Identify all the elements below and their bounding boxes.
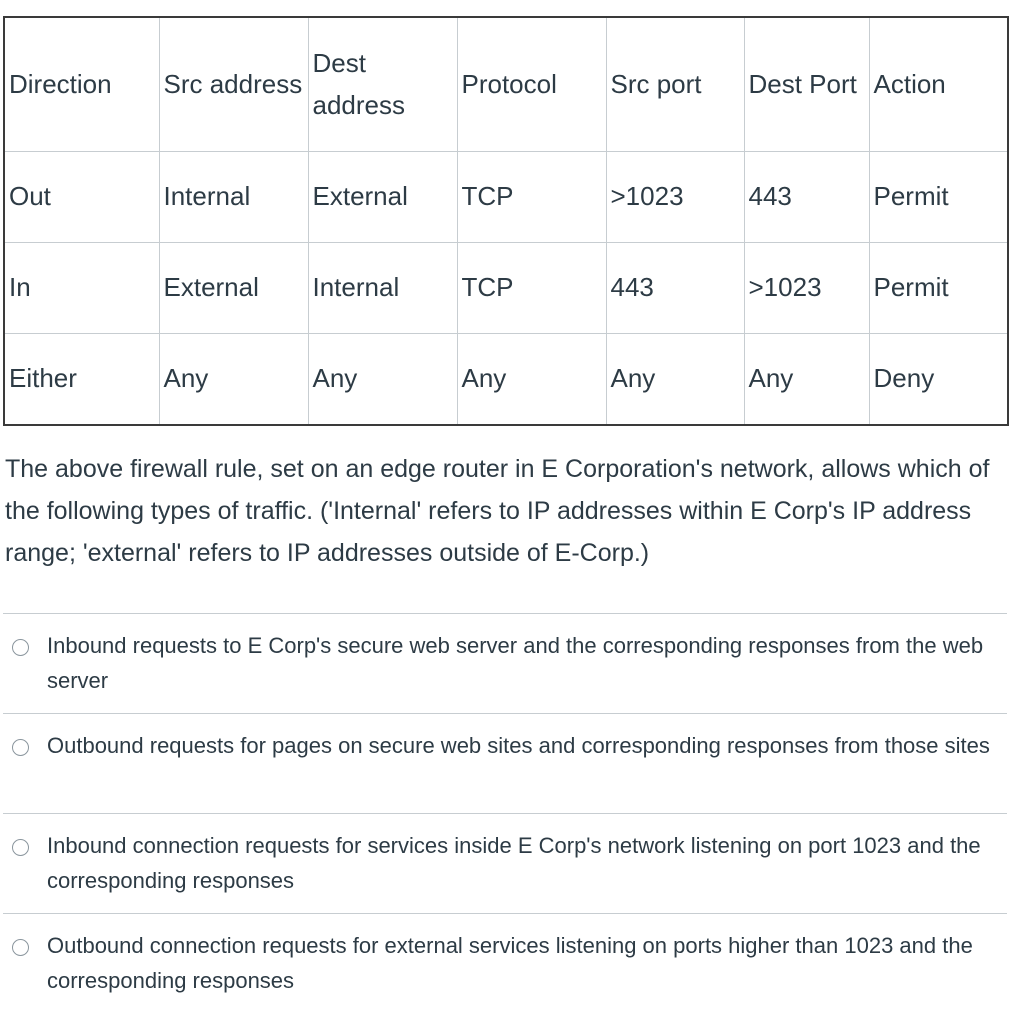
header-protocol: Protocol (457, 17, 606, 152)
table-cell: Any (159, 334, 308, 426)
table-cell: Either (4, 334, 159, 426)
table-cell: Out (4, 152, 159, 243)
answer-label: Outbound requests for pages on secure web sites and corresponding responses from those sites (47, 733, 990, 758)
table-cell: Any (308, 334, 457, 426)
answer-option-4[interactable] (3, 913, 1007, 1013)
table-cell: Any (457, 334, 606, 426)
table-header-row (4, 17, 1008, 152)
radio-button[interactable] (12, 739, 29, 756)
answer-label: Inbound connection requests for services inside E Corp's network listening on port 1023 and the corresponding responses (47, 833, 981, 893)
table-cell: 443 (744, 152, 869, 243)
table-cell: TCP (457, 243, 606, 334)
answer-list (3, 613, 1007, 1013)
radio-button[interactable] (12, 839, 29, 856)
table-cell: Permit (869, 152, 1008, 243)
table-cell: Internal (159, 152, 308, 243)
firewall-rule-table (3, 16, 1009, 426)
radio-button[interactable] (12, 939, 29, 956)
table-cell: >1023 (606, 152, 744, 243)
table-cell: 443 (606, 243, 744, 334)
question-text: The above firewall rule, set on an edge router in E Corporation's network, allows which of the following types of traffic. ('Internal' refers to IP addresses within E Corp's IP address range; 'external' refers to IP addresses outside of E-Corp.) (5, 455, 990, 567)
table-row (4, 152, 1008, 243)
answer-label: Outbound connection requests for external services listening on ports higher than 1023 and the corresponding responses (47, 933, 973, 993)
header-src-port: Src port (606, 17, 744, 152)
table-cell: Internal (308, 243, 457, 334)
table-row (4, 243, 1008, 334)
radio-button[interactable] (12, 639, 29, 656)
table-cell: TCP (457, 152, 606, 243)
answer-option-2[interactable] (3, 713, 1007, 813)
header-src-address: Src address (159, 17, 308, 152)
answer-option-1[interactable] (3, 613, 1007, 713)
header-action: Action (869, 17, 1008, 152)
header-dest-port: Dest Port (744, 17, 869, 152)
answer-label: Inbound requests to E Corp's secure web server and the corresponding responses from the web server (47, 633, 984, 693)
table-cell: External (159, 243, 308, 334)
header-dest-address: Dest address (308, 17, 457, 152)
table-cell: Permit (869, 243, 1008, 334)
table-cell: Deny (869, 334, 1008, 426)
table-cell: In (4, 243, 159, 334)
answer-option-3[interactable] (3, 813, 1007, 913)
table-cell: >1023 (744, 243, 869, 334)
table-cell: Any (606, 334, 744, 426)
table-cell: External (308, 152, 457, 243)
table-row (4, 334, 1008, 426)
table-cell: Any (744, 334, 869, 426)
header-direction: Direction (4, 17, 159, 152)
